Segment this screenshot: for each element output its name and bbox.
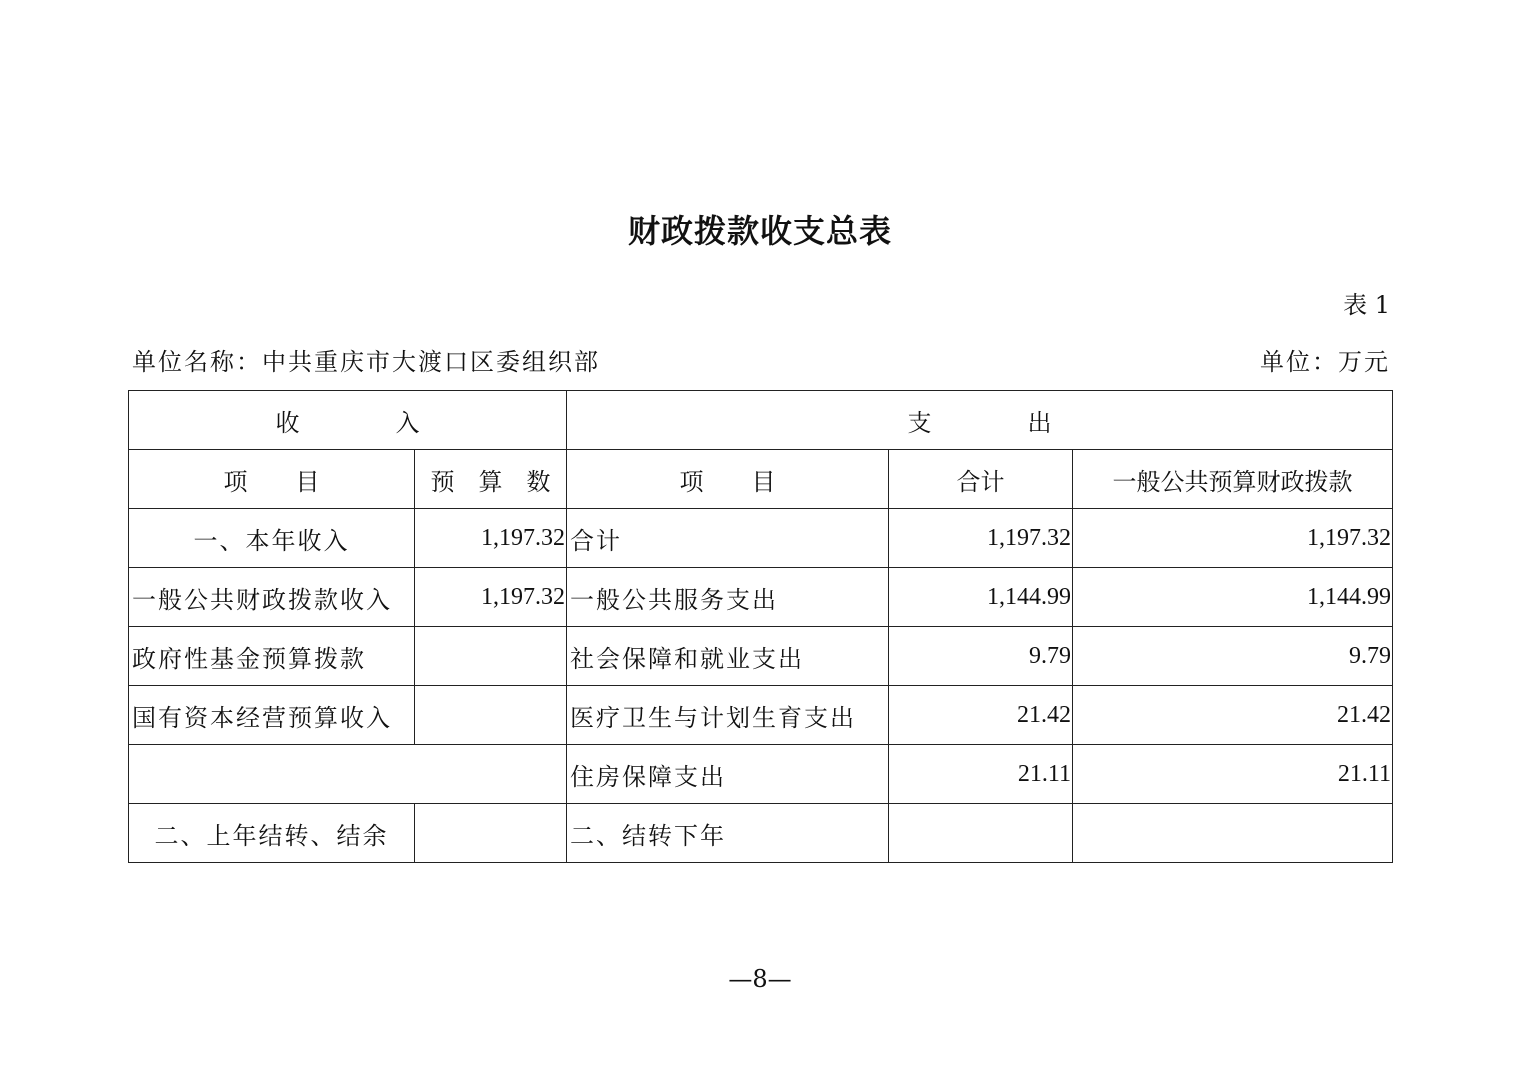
expense-item-cell: 医疗卫生与计划生育支出 <box>567 686 889 745</box>
unit-name-label: 单位名称：中共重庆市大渡口区委组织部 <box>132 348 600 376</box>
income-header: 收 入 <box>129 391 567 450</box>
total-column-header: 合计 <box>889 450 1073 509</box>
expense-header: 支 出 <box>567 391 1393 450</box>
general-budget-cell: 1,197.32 <box>1073 509 1393 568</box>
income-value-cell: 1,197.32 <box>415 509 567 568</box>
income-item-cell: 一般公共财政拨款收入 <box>129 568 415 627</box>
income-value-cell <box>415 686 567 745</box>
table-row <box>129 745 1393 804</box>
page-title: 财政拨款收支总表 <box>627 212 892 250</box>
income-value-cell <box>415 804 567 863</box>
total-cell: 9.79 <box>889 627 1073 686</box>
income-item-cell: 一、本年收入 <box>129 509 415 568</box>
income-item-cell: 国有资本经营预算收入 <box>129 686 415 745</box>
expense-item-cell: 住房保障支出 <box>567 745 889 804</box>
fiscal-appropriation-table <box>128 390 1393 863</box>
general-budget-cell: 9.79 <box>1073 627 1393 686</box>
table-number: 表 1 <box>1343 291 1390 319</box>
table-row <box>129 568 1393 627</box>
expense-item-cell: 合计 <box>567 509 889 568</box>
income-value-cell: 1,197.32 <box>415 568 567 627</box>
table-row <box>129 509 1393 568</box>
income-merged-empty-cell <box>129 745 567 804</box>
page-number: —8— <box>728 965 792 993</box>
general-budget-cell: 21.42 <box>1073 686 1393 745</box>
income-value-cell <box>415 627 567 686</box>
general-budget-cell: 21.11 <box>1073 745 1393 804</box>
total-cell: 21.11 <box>889 745 1073 804</box>
expense-item-cell: 一般公共服务支出 <box>567 568 889 627</box>
table-header-row <box>129 391 1393 450</box>
general-budget-column-header: 一般公共预算财政拨款 <box>1073 450 1393 509</box>
table-row <box>129 804 1393 863</box>
expense-item-cell: 二、结转下年 <box>567 804 889 863</box>
table-subheader-row <box>129 450 1393 509</box>
table-row <box>129 686 1393 745</box>
income-item-cell: 政府性基金预算拨款 <box>129 627 415 686</box>
expense-item-column-header: 项 目 <box>567 450 889 509</box>
income-item-column-header: 项 目 <box>129 450 415 509</box>
total-cell <box>889 804 1073 863</box>
budget-column-header: 预 算 数 <box>415 450 567 509</box>
total-cell: 1,144.99 <box>889 568 1073 627</box>
table-row <box>129 627 1393 686</box>
currency-unit-label: 单位：万元 <box>1260 348 1390 376</box>
expense-item-cell: 社会保障和就业支出 <box>567 627 889 686</box>
total-cell: 1,197.32 <box>889 509 1073 568</box>
general-budget-cell <box>1073 804 1393 863</box>
income-item-cell: 二、上年结转、结余 <box>129 804 415 863</box>
total-cell: 21.42 <box>889 686 1073 745</box>
general-budget-cell: 1,144.99 <box>1073 568 1393 627</box>
